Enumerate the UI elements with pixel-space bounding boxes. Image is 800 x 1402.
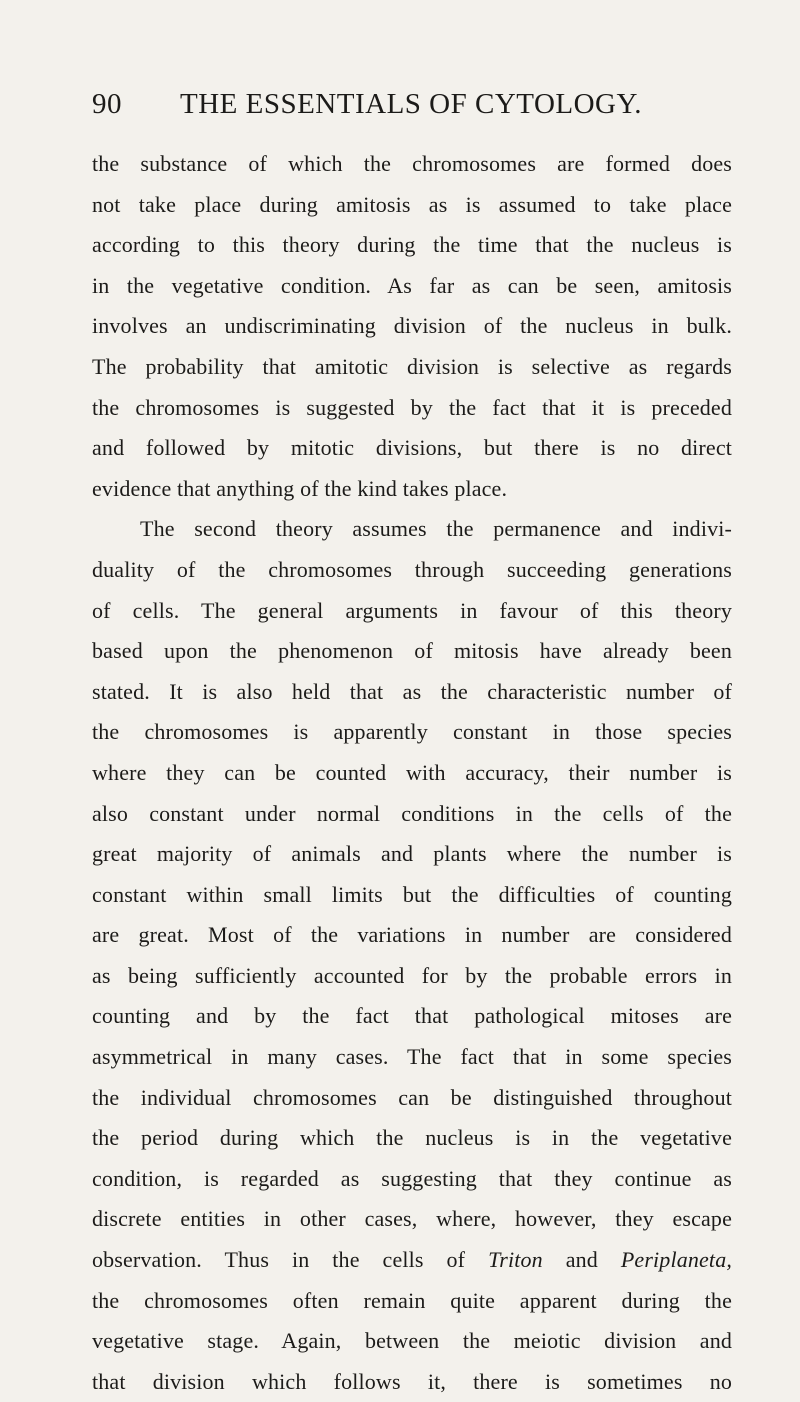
- text-line: in the vegetative condition. As far as can be seen, amitosis: [92, 272, 732, 298]
- text-segment: and: [542, 1247, 621, 1273]
- text-line: constant within small limits but the difficulties of counting: [92, 881, 732, 907]
- text-line: the chromosomes often remain quite apparent during the: [92, 1287, 732, 1313]
- running-head: [92, 86, 732, 122]
- italic-term-periplaneta: Periplaneta,: [620, 1247, 732, 1273]
- text-line: also constant under normal conditions in the cells of the: [92, 800, 732, 826]
- text-line: stated. It is also held that as the characteristic number of: [92, 678, 732, 704]
- text-line: vegetative stage. Again, between the meiotic division and: [92, 1328, 732, 1354]
- text-line: where they can be counted with accuracy, their number is: [92, 759, 732, 785]
- text-line: condition, is regarded as suggesting that they continue as: [92, 1165, 732, 1191]
- italic-term-triton: Triton: [488, 1247, 543, 1273]
- text-line: great majority of animals and plants where the number is: [92, 841, 732, 867]
- text-line: and followed by mitotic divisions, but there is no direct: [92, 435, 732, 461]
- text-line-with-italics: [92, 1240, 732, 1281]
- text-line: are great. Most of the variations in number are considered: [92, 922, 732, 948]
- text-line: of cells. The general arguments in favour of this theory: [92, 597, 732, 623]
- page-number: 90: [92, 88, 122, 120]
- text-line: that division which follows it, there is sometimes no: [92, 1368, 732, 1394]
- text-line: the period during which the nucleus is in the vegetative: [92, 1125, 732, 1151]
- text-line: the chromosomes is suggested by the fact that it is preceded: [92, 394, 732, 420]
- text-line: discrete entities in other cases, where, however, they escape: [92, 1206, 732, 1232]
- text-line: as being sufficiently accounted for by the probable errors in: [92, 962, 732, 988]
- text-line: evidence that anything of the kind takes place.: [92, 475, 508, 501]
- running-title: THE ESSENTIALS OF CYTOLOGY.: [180, 88, 642, 120]
- text-segment: observation. Thus in the cells of: [92, 1247, 489, 1273]
- text-line: not take place during amitosis as is assumed to take place: [92, 191, 732, 217]
- text-line: based upon the phenomenon of mitosis have already been: [92, 638, 732, 664]
- text-line: The probability that amitotic division is selective as regards: [92, 353, 732, 379]
- text-line: asymmetrical in many cases. The fact that in some species: [92, 1044, 732, 1070]
- text-line: the substance of which the chromosomes are formed does: [92, 151, 732, 176]
- text-line: The second theory assumes the permanence and indivi-: [140, 516, 732, 542]
- body-text: [92, 144, 732, 1402]
- text-line: the chromosomes is apparently constant in those species: [92, 719, 732, 745]
- text-line: involves an undiscriminating division of the nucleus in bulk.: [92, 313, 732, 339]
- text-line: duality of the chromosomes through succeeding generations: [92, 556, 732, 582]
- text-line: the individual chromosomes can be distinguished throughout: [92, 1084, 732, 1110]
- text-line: according to this theory during the time that the nucleus is: [92, 232, 732, 258]
- text-line: counting and by the fact that pathological mitoses are: [92, 1003, 732, 1029]
